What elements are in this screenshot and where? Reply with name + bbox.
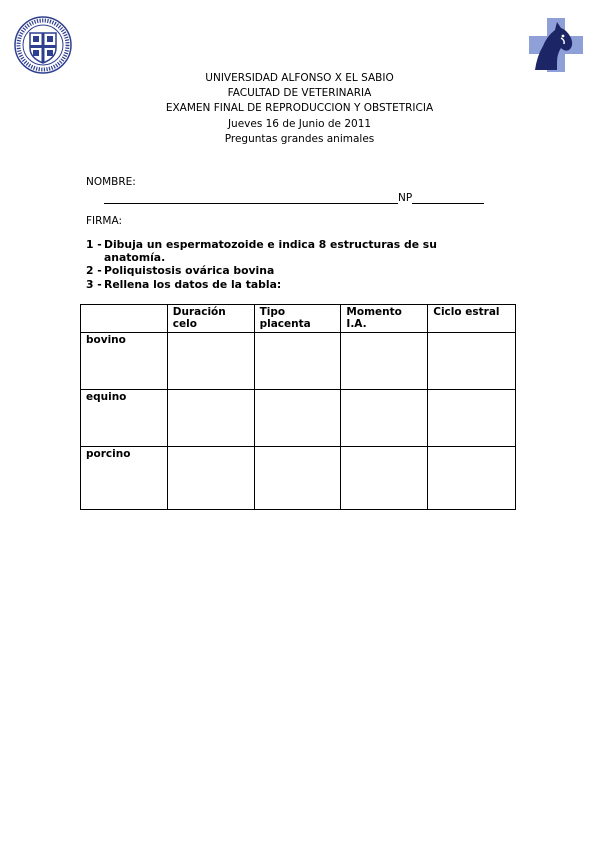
- np-label: NP: [398, 192, 413, 204]
- row-label: equino: [81, 390, 168, 447]
- faculty-name: FACULTAD DE VETERINARIA: [227, 87, 372, 100]
- question-text: Dibuja un espermatozoide e indica 8 estructuras de su anatomía.: [104, 238, 437, 265]
- exam-date: Jueves 16 de Junio de 2011: [227, 117, 372, 130]
- horse-cross-icon: [527, 16, 585, 74]
- exam-title: EXAMEN FINAL DE REPRODUCCION Y OBSTETRICIA: [165, 102, 434, 115]
- question-text: Poliquistosis ovárica bovina: [104, 264, 275, 278]
- np-blank[interactable]: [412, 192, 484, 204]
- data-table: [80, 304, 516, 510]
- nombre-field-line: [104, 192, 484, 204]
- question-item: [86, 278, 476, 291]
- table-header-cell: Tipo placenta: [254, 305, 341, 333]
- table-header-cell: Duración celo: [167, 305, 254, 333]
- table-header-row: [81, 305, 516, 333]
- question-list: [86, 238, 476, 291]
- exam-header: [0, 71, 599, 147]
- university-name: UNIVERSIDAD ALFONSO X EL SABIO: [205, 72, 394, 84]
- answer-cell[interactable]: [167, 390, 254, 447]
- answer-cell[interactable]: [428, 447, 516, 510]
- question-text: Rellena los datos de la tabla:: [104, 277, 282, 291]
- nombre-label: NOMBRE:: [86, 176, 136, 188]
- exam-subtitle: Preguntas grandes animales: [224, 132, 375, 145]
- answer-cell[interactable]: [254, 390, 341, 447]
- firma-label: FIRMA:: [86, 215, 123, 227]
- question-number: 3 -: [86, 277, 102, 291]
- question-item: [86, 264, 476, 277]
- answer-cell[interactable]: [428, 390, 516, 447]
- table-header-cell: Ciclo estral: [428, 305, 516, 333]
- answer-cell[interactable]: [254, 447, 341, 510]
- answer-cell[interactable]: [167, 447, 254, 510]
- question-number: 1 -: [86, 238, 102, 251]
- answer-cell[interactable]: [341, 333, 428, 390]
- nombre-blank[interactable]: [104, 192, 398, 204]
- row-label: bovino: [81, 333, 168, 390]
- answer-cell[interactable]: [341, 447, 428, 510]
- university-seal-icon: [14, 16, 72, 74]
- table-header-cell: [81, 305, 168, 333]
- table-row: [81, 447, 516, 510]
- table-header-cell: Momento I.A.: [341, 305, 428, 333]
- answer-cell[interactable]: [428, 333, 516, 390]
- answer-cell[interactable]: [254, 333, 341, 390]
- question-number: 2 -: [86, 264, 102, 278]
- question-item: [86, 238, 476, 264]
- table-row: [81, 333, 516, 390]
- answer-cell[interactable]: [167, 333, 254, 390]
- row-label: porcino: [81, 447, 168, 510]
- answer-cell[interactable]: [341, 390, 428, 447]
- table-row: [81, 390, 516, 447]
